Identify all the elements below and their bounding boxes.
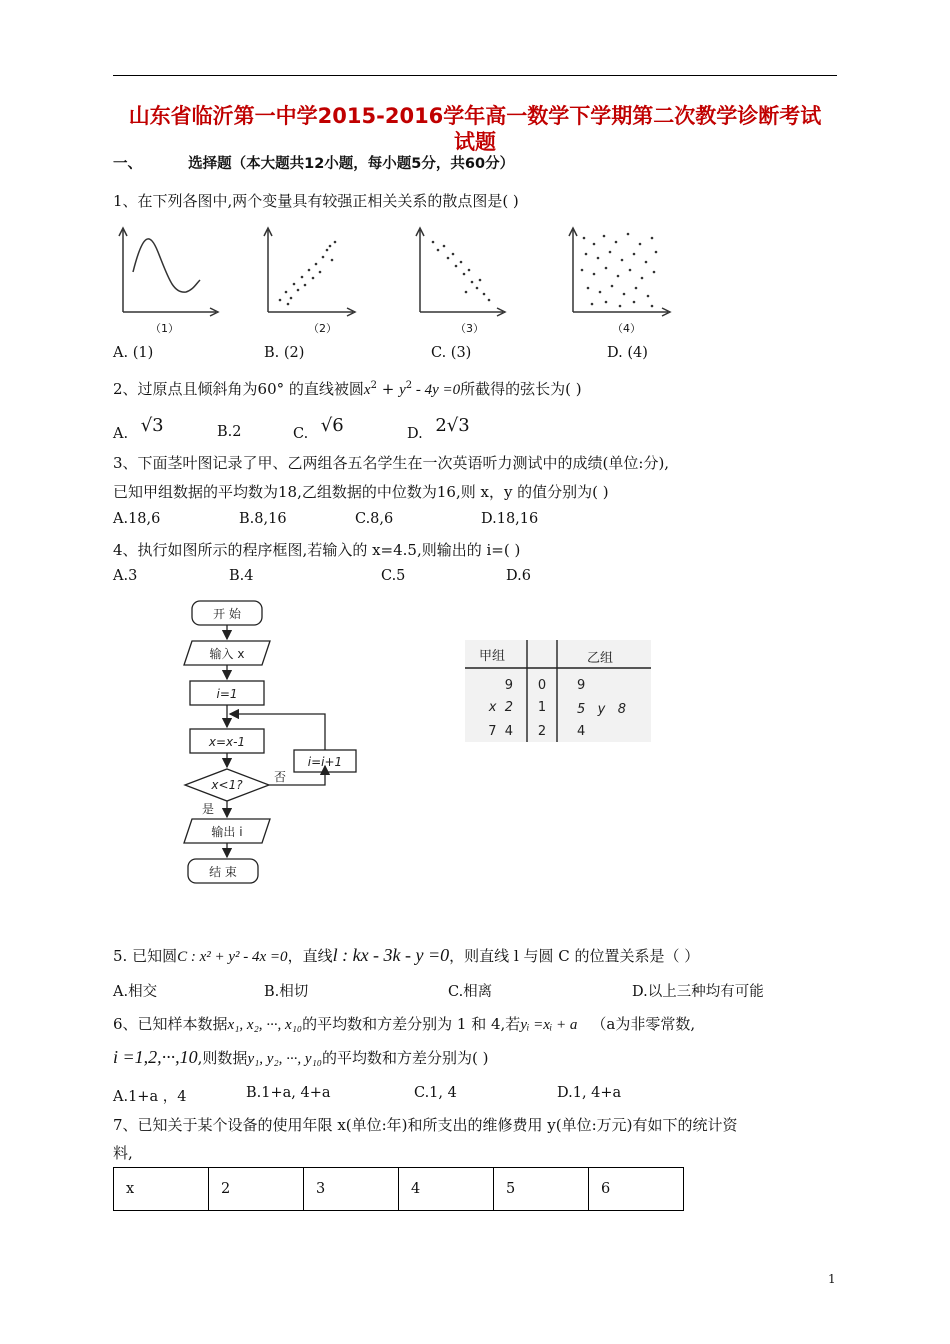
stemleaf-stem-2: 2: [537, 724, 547, 739]
title-line-1: 山东省临沂第一中学2015-2016学年高一数学下学期第二次教学诊断考试: [128, 104, 822, 128]
plot-4-random: [569, 228, 670, 316]
q5-option-b: B.相切: [264, 984, 309, 1000]
q4-option-c: C.5: [381, 568, 406, 584]
q3-option-a: A.18,6: [113, 511, 161, 527]
q5-circle-eq: C : x² + y² - 4x =0: [177, 949, 288, 965]
q6-option-c: C.1, 4: [414, 1085, 457, 1101]
q5-suffix: ，则直线 l 与圆 C 的位置关系是（ ）: [449, 947, 700, 965]
q5-mid: ，直线: [287, 947, 333, 965]
q2-eq-rest: - 4y =0: [412, 382, 461, 398]
section-text: 选择题（本大题共12小题，每小题5分，共60分）: [188, 156, 515, 172]
question-3-line-2: 已知甲组数据的平均数为18,乙组数据的中位数为16,则 x，y 的值分别为( ): [113, 483, 609, 501]
q3-option-b: B.8,16: [239, 511, 287, 527]
page-number: 1: [828, 1272, 836, 1286]
stemleaf-head-left: 甲组: [479, 649, 506, 664]
q6-option-b: B.1+a, 4+a: [246, 1085, 331, 1101]
q6-line2-a: ,则数据: [197, 1049, 248, 1067]
caption-2: （2）: [308, 322, 337, 335]
flow-cond-text: x<1?: [211, 778, 243, 792]
q4-option-a: A.3: [113, 568, 138, 584]
q4-option-d: D.6: [506, 568, 531, 584]
q2-option-a-value: √3: [140, 415, 164, 436]
title-line-2: 试题: [454, 130, 496, 154]
flow-inc-text: i=i+1: [307, 755, 343, 769]
question-1: 1、在下列各图中,两个变量具有较强正相关关系的散点图是( ): [113, 192, 519, 210]
table-cell: 2: [209, 1168, 304, 1211]
plot-1-curve: [119, 228, 218, 316]
question-5: [113, 945, 699, 966]
flow-yes-text: 是: [202, 802, 215, 816]
stemleaf-head-right: 乙组: [587, 651, 614, 666]
section-heading: [113, 152, 514, 173]
stemleaf-left-0: 9: [504, 678, 513, 693]
stemleaf-right-1: 5 y 8: [577, 702, 627, 717]
caption-4: （4）: [612, 322, 641, 335]
q2-option-c-value: √6: [320, 415, 344, 436]
paper-title: [113, 103, 837, 155]
q7-data-table: [113, 1167, 684, 1211]
stemleaf-right-2: 4: [577, 724, 586, 739]
q2-option-c-label: C.: [293, 426, 309, 442]
q4-option-b: B.4: [229, 568, 254, 584]
plot-3-negative: [416, 228, 505, 316]
q2-option-d-label: D.: [407, 426, 423, 442]
q6-x-vars: x₁, x₂, ···, x₁₀: [227, 1017, 303, 1033]
q2-eq-y: y: [399, 382, 406, 398]
plot-2-positive: [264, 228, 355, 316]
scatter-plots-figure: [108, 222, 788, 340]
stemleaf-left-2: 7 4: [488, 724, 513, 739]
caption-3: （3）: [455, 322, 484, 335]
q2-eq-x: x: [363, 382, 371, 398]
flow-no-text: 否: [274, 770, 287, 784]
q1-option-c: C. (3): [431, 345, 472, 361]
table-cell: 6: [589, 1168, 684, 1211]
flow-input-text: 输入 x: [209, 647, 245, 661]
q5-prefix: 5. 已知圆: [113, 947, 178, 965]
q6-index-range: i =1,2,···,10: [113, 1047, 198, 1067]
q6-line1-c: （a为非零常数,: [591, 1015, 696, 1033]
q5-option-c: C.相离: [448, 984, 493, 1000]
q6-eq: yᵢ =xᵢ + a: [520, 1017, 578, 1033]
q2-option-b: B.2: [217, 424, 242, 440]
q6-line1-b: 的平均数和方差分别为 1 和 4,若: [302, 1015, 521, 1033]
question-3-line-1: 3、下面茎叶图记录了甲、乙两组各五名学生在一次英语听力测试中的成绩(单位:分),: [113, 454, 670, 472]
table-cell: x: [114, 1168, 209, 1211]
q2-eq-sq-y: 2: [405, 380, 413, 391]
q2-option-d-value: 2√3: [435, 415, 470, 436]
q6-line2-b: 的平均数和方差分别为( ): [322, 1049, 489, 1067]
q5-line-eq: l : kx - 3k - y =0: [332, 945, 450, 965]
table-row: [114, 1168, 684, 1211]
flow-init-text: i=1: [216, 687, 238, 701]
q2-option-a-label: A.: [113, 426, 129, 442]
table-cell: 4: [399, 1168, 494, 1211]
question-2: [113, 378, 582, 399]
stemleaf-right-0: 9: [577, 678, 586, 693]
q1-option-b: B. (2): [264, 345, 305, 361]
flow-end-text: 结 束: [209, 865, 237, 879]
table-cell: 3: [304, 1168, 399, 1211]
q2-suffix: 所截得的弦长为( ): [460, 380, 582, 398]
stemleaf-left-1: x 2: [488, 700, 513, 715]
q2-eq-plus: +: [376, 380, 400, 398]
q2-prefix: 2、过原点且倾斜角为60° 的直线被圆: [113, 380, 364, 398]
q2-eq-sq-x: 2: [370, 380, 377, 391]
q6-option-d: D.1, 4+a: [557, 1085, 622, 1101]
caption-1: （1）: [150, 322, 179, 335]
flow-output-text: 输出 i: [211, 825, 243, 839]
q2-option-c: [293, 415, 344, 443]
q1-option-a: A. (1): [113, 345, 154, 361]
question-6-line-2: [113, 1047, 489, 1068]
q5-option-a: A.相交: [113, 984, 158, 1000]
stemleaf-stem-1: 1: [537, 700, 547, 715]
q6-option-a: A.1+a ，4: [113, 1089, 187, 1105]
header-rule: [113, 75, 837, 76]
question-7-line-2: 料,: [113, 1144, 133, 1162]
flow-start-text: 开 始: [213, 607, 241, 621]
question-6-line-1: [113, 1013, 695, 1034]
stemleaf-stem-0: 0: [537, 678, 547, 693]
q3-option-c: C.8,6: [355, 511, 394, 527]
table-cell: 5: [494, 1168, 589, 1211]
q5-option-d: D.以上三种均有可能: [632, 984, 764, 1000]
q6-line1-a: 6、已知样本数据: [113, 1015, 228, 1033]
stem-leaf-plot: [465, 640, 655, 745]
question-7-line-1: 7、已知关于某个设备的使用年限 x(单位:年)和所支出的维修费用 y(单位:万元)有如下的统计资: [113, 1116, 738, 1134]
q6-y-vars: y₁, y₂, ···, y₁₀: [247, 1051, 323, 1067]
flow-step-text: x=x-1: [208, 735, 246, 749]
q1-option-d: D. (4): [607, 345, 648, 361]
flowchart: [170, 595, 370, 890]
section-number: 一、: [113, 156, 142, 172]
q3-option-d: D.18,16: [481, 511, 539, 527]
q2-option-a: [113, 415, 164, 443]
question-4: 4、执行如图所示的程序框图,若输入的 x=4.5,则输出的 i=( ): [113, 541, 521, 559]
q2-option-d: [407, 415, 470, 443]
